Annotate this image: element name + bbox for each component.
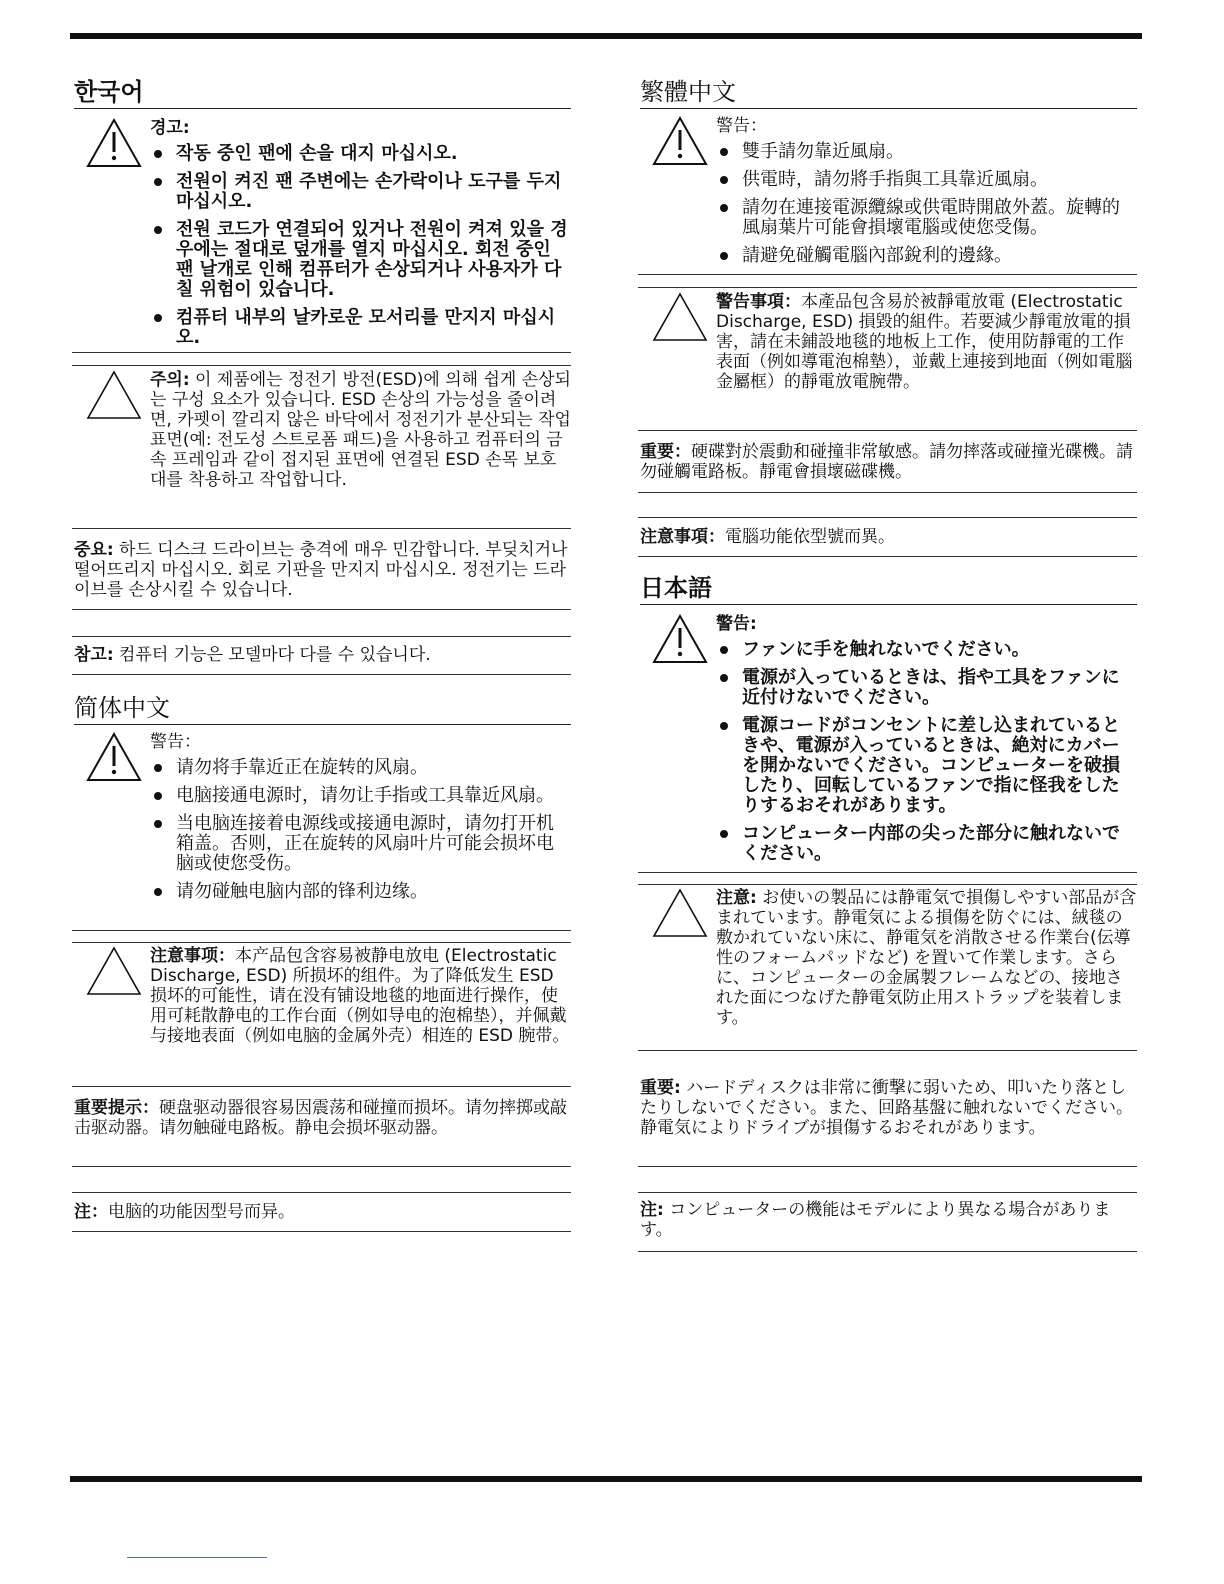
warning-heading: 警告：: [150, 732, 201, 752]
divider: [72, 942, 571, 943]
divider: [638, 1192, 1137, 1193]
divider: [72, 674, 571, 675]
warning-item: ファンに手を触れないでください。: [716, 640, 1137, 660]
note-text: 电脑的功能因型号而异。: [108, 1202, 295, 1222]
warning-item: 請勿在連接電源纜線或供電時開啟外蓋。旋轉的風扇葉片可能會損壞電腦或使您受傷。: [716, 198, 1137, 238]
warning-heading: 警告：: [716, 116, 767, 136]
caution-label: 注意:: [716, 888, 757, 908]
divider: [72, 1086, 571, 1087]
note-simplified-chinese: [74, 1202, 571, 1222]
note-text: 電腦功能依型號而異。: [725, 527, 895, 547]
caution-text: 本產品包含易於被靜電放電 (Electrostatic Discharge, ESD) 損毀的組件。若要減少靜電放電的損害，請在未鋪設地毯的地板上工作，使用防靜電的工作表面（例如導電泡棉墊），並戴上連接到地面（例如電腦金屬框）的靜電放電腕帶。: [716, 292, 1133, 392]
warning-item: 電源コードがコンセントに差し込まれているときや、電源が入っているときは、絶対にカバーを開かないでください。コンピューターを破損したり、回転しているファンで指に怪我をしたりするおそれがあります。: [716, 716, 1137, 816]
top-rule: [70, 33, 1142, 39]
divider: [72, 528, 571, 529]
warning-item: 작동 중인 팬에 손을 대지 마십시오.: [150, 144, 571, 164]
warning-heading: 경고:: [150, 118, 190, 138]
important-label: 중요:: [74, 540, 114, 560]
divider: [638, 1251, 1137, 1252]
important-notice-simplified-chinese: [74, 1098, 571, 1138]
warning-item: 雙手請勿靠近風扇。: [716, 142, 1137, 162]
divider: [72, 352, 571, 353]
warning-item: 電源が入っているときは、指や工具をファンに近付けないでください。: [716, 668, 1137, 708]
warning-item: 当电脑连接着电源线或接通电源时，请勿打开机箱盖。否则，正在旋转的风扇叶片可能会损坏电脑或使您受伤。: [150, 814, 571, 874]
note-label: 참고:: [74, 645, 114, 665]
important-notice-japanese: [640, 1078, 1137, 1138]
divider: [638, 274, 1137, 275]
caution-text: 本产品包含容易被静电放电 (Electrostatic Discharge, ESD) 所损坏的组件。为了降低发生 ESD 损坏的可能性，请在没有铺设地毯的地面进行操作，使用可耗散静电的工作台面（例如导电的泡棉垫），并佩戴与接地表面（例如电脑的金属外壳）相连的 ESD 腕带。: [150, 946, 570, 1046]
warning-item: 컴퓨터 내부의 날카로운 모서리를 만지지 마십시오.: [150, 308, 571, 348]
note-label: 注：: [74, 1202, 108, 1222]
warning-item: 전원 코드가 연결되어 있거나 전원이 켜져 있을 경우에는 절대로 덮개를 열지 마십시오. 회전 중인 팬 날개로 인해 컴퓨터가 손상되거나 사용자가 다칠 위험이 있습니다.: [150, 220, 571, 300]
caution-triangle-icon: [86, 370, 142, 420]
warning-item: 請避免碰觸電腦內部銳利的邊緣。: [716, 246, 1137, 266]
section-title-simplified-chinese: 简体中文: [74, 694, 571, 725]
divider: [638, 556, 1137, 557]
important-text: 硬碟對於震動和碰撞非常敏感。請勿摔落或碰撞光碟機。請勿碰觸電路板。靜電會損壞磁碟機。: [640, 442, 1133, 482]
important-notice-korean: [74, 540, 571, 600]
warning-item: 请勿碰触电脑内部的锋利边缘。: [150, 882, 571, 902]
warning-item: 전원이 켜진 팬 주변에는 손가락이나 도구를 두지 마십시오.: [150, 172, 571, 212]
divider: [638, 492, 1137, 493]
important-label: 重要：: [640, 442, 691, 462]
important-label: 重要提示：: [74, 1098, 159, 1118]
divider: [72, 1192, 571, 1193]
note-label: 注意事項：: [640, 527, 725, 547]
note-japanese: [640, 1200, 1137, 1240]
divider: [638, 517, 1137, 518]
section-title-traditional-chinese: 繁體中文: [640, 78, 1137, 109]
note-korean: [74, 645, 571, 665]
important-text: 하드 디스크 드라이브는 충격에 매우 민감합니다. 부딪치거나 떨어뜨리지 마십시오. 회로 기판을 만지지 마십시오. 정전기는 드라이브를 손상시킬 수 있습니다.: [74, 540, 568, 600]
caution-label: 警告事項：: [716, 292, 801, 312]
divider: [72, 1166, 571, 1167]
warning-triangle-icon: [86, 118, 142, 168]
divider: [72, 636, 571, 637]
divider: [638, 1166, 1137, 1167]
footer-underline: [127, 1557, 267, 1558]
warning-triangle-icon: [652, 614, 708, 664]
bottom-rule: [70, 1476, 1142, 1482]
warning-triangle-icon: [86, 732, 142, 782]
note-traditional-chinese: [640, 527, 1137, 547]
important-notice-traditional-chinese: [640, 442, 1137, 482]
warning-triangle-icon: [652, 116, 708, 166]
important-label: 重要:: [640, 1078, 681, 1098]
divider: [638, 1050, 1137, 1051]
divider: [638, 884, 1137, 885]
divider: [638, 287, 1137, 288]
caution-text: お使いの製品には静電気で損傷しやすい部品が含まれています。静電気による損傷を防ぐには、絨毯の敷かれていない床に、静電気を消散させる作業台(伝導性のフォームパッドなど) を置いて作業します。さらに、コンピューターの金属製フレームなどの、接地された面につなげた静電気防止用ストラップを装着します。: [716, 888, 1137, 1028]
note-text: 컴퓨터 기능은 모델마다 다를 수 있습니다.: [113, 645, 431, 665]
divider: [72, 609, 571, 610]
divider: [72, 365, 571, 366]
divider: [638, 872, 1137, 873]
section-title-korean: 한국어: [74, 78, 571, 109]
warning-item: 电脑接通电源时，请勿让手指或工具靠近风扇。: [150, 786, 571, 806]
warning-item: コンピューター内部の尖った部分に触れないでください。: [716, 824, 1137, 864]
divider: [638, 430, 1137, 431]
warning-item: 供電時，請勿將手指與工具靠近風扇。: [716, 170, 1137, 190]
caution-triangle-icon: [86, 946, 142, 996]
note-text: コンピューターの機能はモデルにより異なる場合があります。: [640, 1200, 1111, 1240]
caution-label: 注意事项：: [150, 946, 235, 966]
caution-text: 이 제품에는 정전기 방전(ESD)에 의해 쉽게 손상되는 구성 요소가 있습니다. ESD 손상의 가능성을 줄이려면, 카펫이 깔리지 않은 바닥에서 정전기가 분산되는 작업 표면(예: 전도성 스트로폼 패드)을 사용하고 컴퓨터의 금속 프레임과 같이 접지된 표면에 연결된 ESD 손목 보호대를 착용하고 작업합니다.: [150, 370, 571, 490]
warning-item: 请勿将手靠近正在旋转的风扇。: [150, 758, 571, 778]
important-text: 硬盘驱动器很容易因震荡和碰撞而损坏。请勿摔掷或敲击驱动器。请勿触碰电路板。静电会损坏驱动器。: [74, 1098, 567, 1138]
caution-label: 주의:: [150, 370, 190, 390]
caution-triangle-icon: [652, 888, 708, 938]
warning-heading: 警告:: [716, 614, 757, 634]
divider: [72, 1231, 571, 1232]
caution-triangle-icon: [652, 292, 708, 342]
note-label: 注:: [640, 1200, 664, 1220]
section-title-japanese: 日本語: [640, 574, 1137, 605]
divider: [72, 930, 571, 931]
important-text: ハードディスクは非常に衝撃に弱いため、叩いたり落としたりしないでください。また、回路基盤に触れないでください。静電気によりドライブが損傷するおそれがあります。: [640, 1078, 1133, 1138]
